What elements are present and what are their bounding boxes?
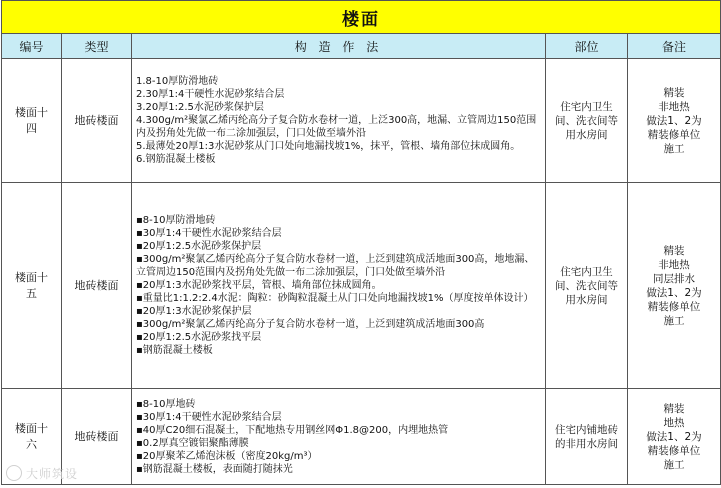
header-code: 编号 [2,34,62,59]
header-location: 部位 [546,34,628,59]
note-line: 精装修单位 [647,444,701,457]
floor-construction-table [1,0,721,485]
note-line: 非地热 [658,100,690,113]
note-line: 精装修单位 [647,300,701,313]
construction-layer: ▪钢筋混凝土楼板 [136,345,213,356]
note-line: 做法1、2为 [646,114,702,127]
construction-layer: 1.8-10厚防滑地砖 [136,76,219,87]
construction-layer: ▪300g/m²聚氯乙烯丙纶高分子复合防水卷材一道，上泛到建筑成活地面300高，地地漏、立管周边150范围内及拐角处先做一布二涂加强层，门口处做至墙外沿 [136,254,535,278]
table-row [2,183,721,389]
construction-layer: ▪30厚1:4干硬性水泥砂浆结合层 [136,411,282,423]
note-line: 非地热 [658,258,690,271]
row-notes [628,59,721,183]
note-line: 精装修单位 [647,128,701,141]
row-code: 楼面十四 [2,59,62,183]
table-title: 楼面 [2,1,721,34]
note-line: 施工 [663,142,685,155]
construction-layer: 3.20厚1:2.5水泥砂浆保护层 [136,102,264,113]
watermark-text: 大师筑设 [26,467,79,481]
row-construction [132,59,546,183]
header-notes: 备注 [628,34,721,59]
header-type: 类型 [62,34,132,59]
construction-layer: ▪8-10厚地砖 [136,398,196,410]
note-line: 施工 [663,458,685,471]
construction-layer: 4.300g/m²聚氯乙烯丙纶高分子复合防水卷材一道，上泛300高，地漏、立管周边150范围内及拐角处先做一布二涂加强层，门口处做至墙外沿 [136,115,537,139]
row-notes [628,389,721,485]
construction-layer: ▪20厚1:3水泥砂浆找平层，管根、墙角部位抹成圆角。 [136,280,382,291]
row-code: 楼面十六 [2,389,62,485]
construction-layer: 2.30厚1:4干硬性水泥砂浆结合层 [136,89,285,100]
row-type: 地砖楼面 [62,59,132,183]
row-construction [132,389,546,485]
row-type: 地砖楼面 [62,183,132,389]
row-construction [132,183,546,389]
note-line: 地热 [663,416,685,429]
construction-layer: ▪20厚聚苯乙烯泡沫板（密度20kg/m³） [136,450,318,462]
table-row [2,59,721,183]
note-line: 同层排水 [653,272,695,285]
row-location: 住宅内铺地砖的非用水房间 [546,389,628,485]
construction-layer: ▪20厚1:2.5水泥砂浆保护层 [136,241,262,252]
construction-layer: ▪钢筋混凝土楼板，表面随打随抹光 [136,463,293,475]
note-line: 精装 [663,244,685,257]
construction-layer: ▪300g/m²聚氯乙烯丙纶高分子复合防水卷材一道，上泛到建筑成活地面300高 [136,319,485,330]
table-row [2,389,721,485]
note-line: 精装 [663,86,685,99]
row-location: 住宅内卫生间、洗衣间等用水房间 [546,59,628,183]
row-code: 楼面十五 [2,183,62,389]
construction-layer: ▪8-10厚防滑地砖 [136,215,216,226]
construction-layer: 5.最薄处20厚1:3水泥砂浆从门口处向地漏找坡1%，抹平，管根、墙角部位抹成圆角。 [136,141,521,152]
note-line: 施工 [663,314,685,327]
note-line: 做法1、2为 [646,286,702,299]
watermark-logo-icon [6,465,22,481]
construction-layer: ▪30厚1:4干硬性水泥砂浆结合层 [136,228,282,239]
construction-layer: ▪40厚C20细石混凝土，下配地热专用钢丝网Φ1.8@200，内埋地热管 [136,424,449,436]
construction-layer: ▪20厚1:3水泥砂浆保护层 [136,306,252,317]
construction-layer: ▪20厚1:2.5水泥砂浆找平层 [136,332,262,343]
note-line: 精装 [663,402,685,415]
row-location: 住宅内卫生间、洗衣间等用水房间 [546,183,628,389]
construction-layer: ▪重量比1:1.2:2.4水泥：陶粒：砂陶粒混凝土从门口处向地漏找坡1%（厚度按单体设计） [136,293,534,304]
header-construction: 构 造 作 法 [132,34,546,59]
note-line: 做法1、2为 [646,430,702,443]
watermark [6,465,78,482]
row-type: 地砖楼面 [62,389,132,485]
row-notes [628,183,721,389]
construction-layer: ▪0.2厚真空镀铝聚酯薄膜 [136,437,249,449]
construction-layer: 6.钢筋混凝土楼板 [136,154,216,165]
